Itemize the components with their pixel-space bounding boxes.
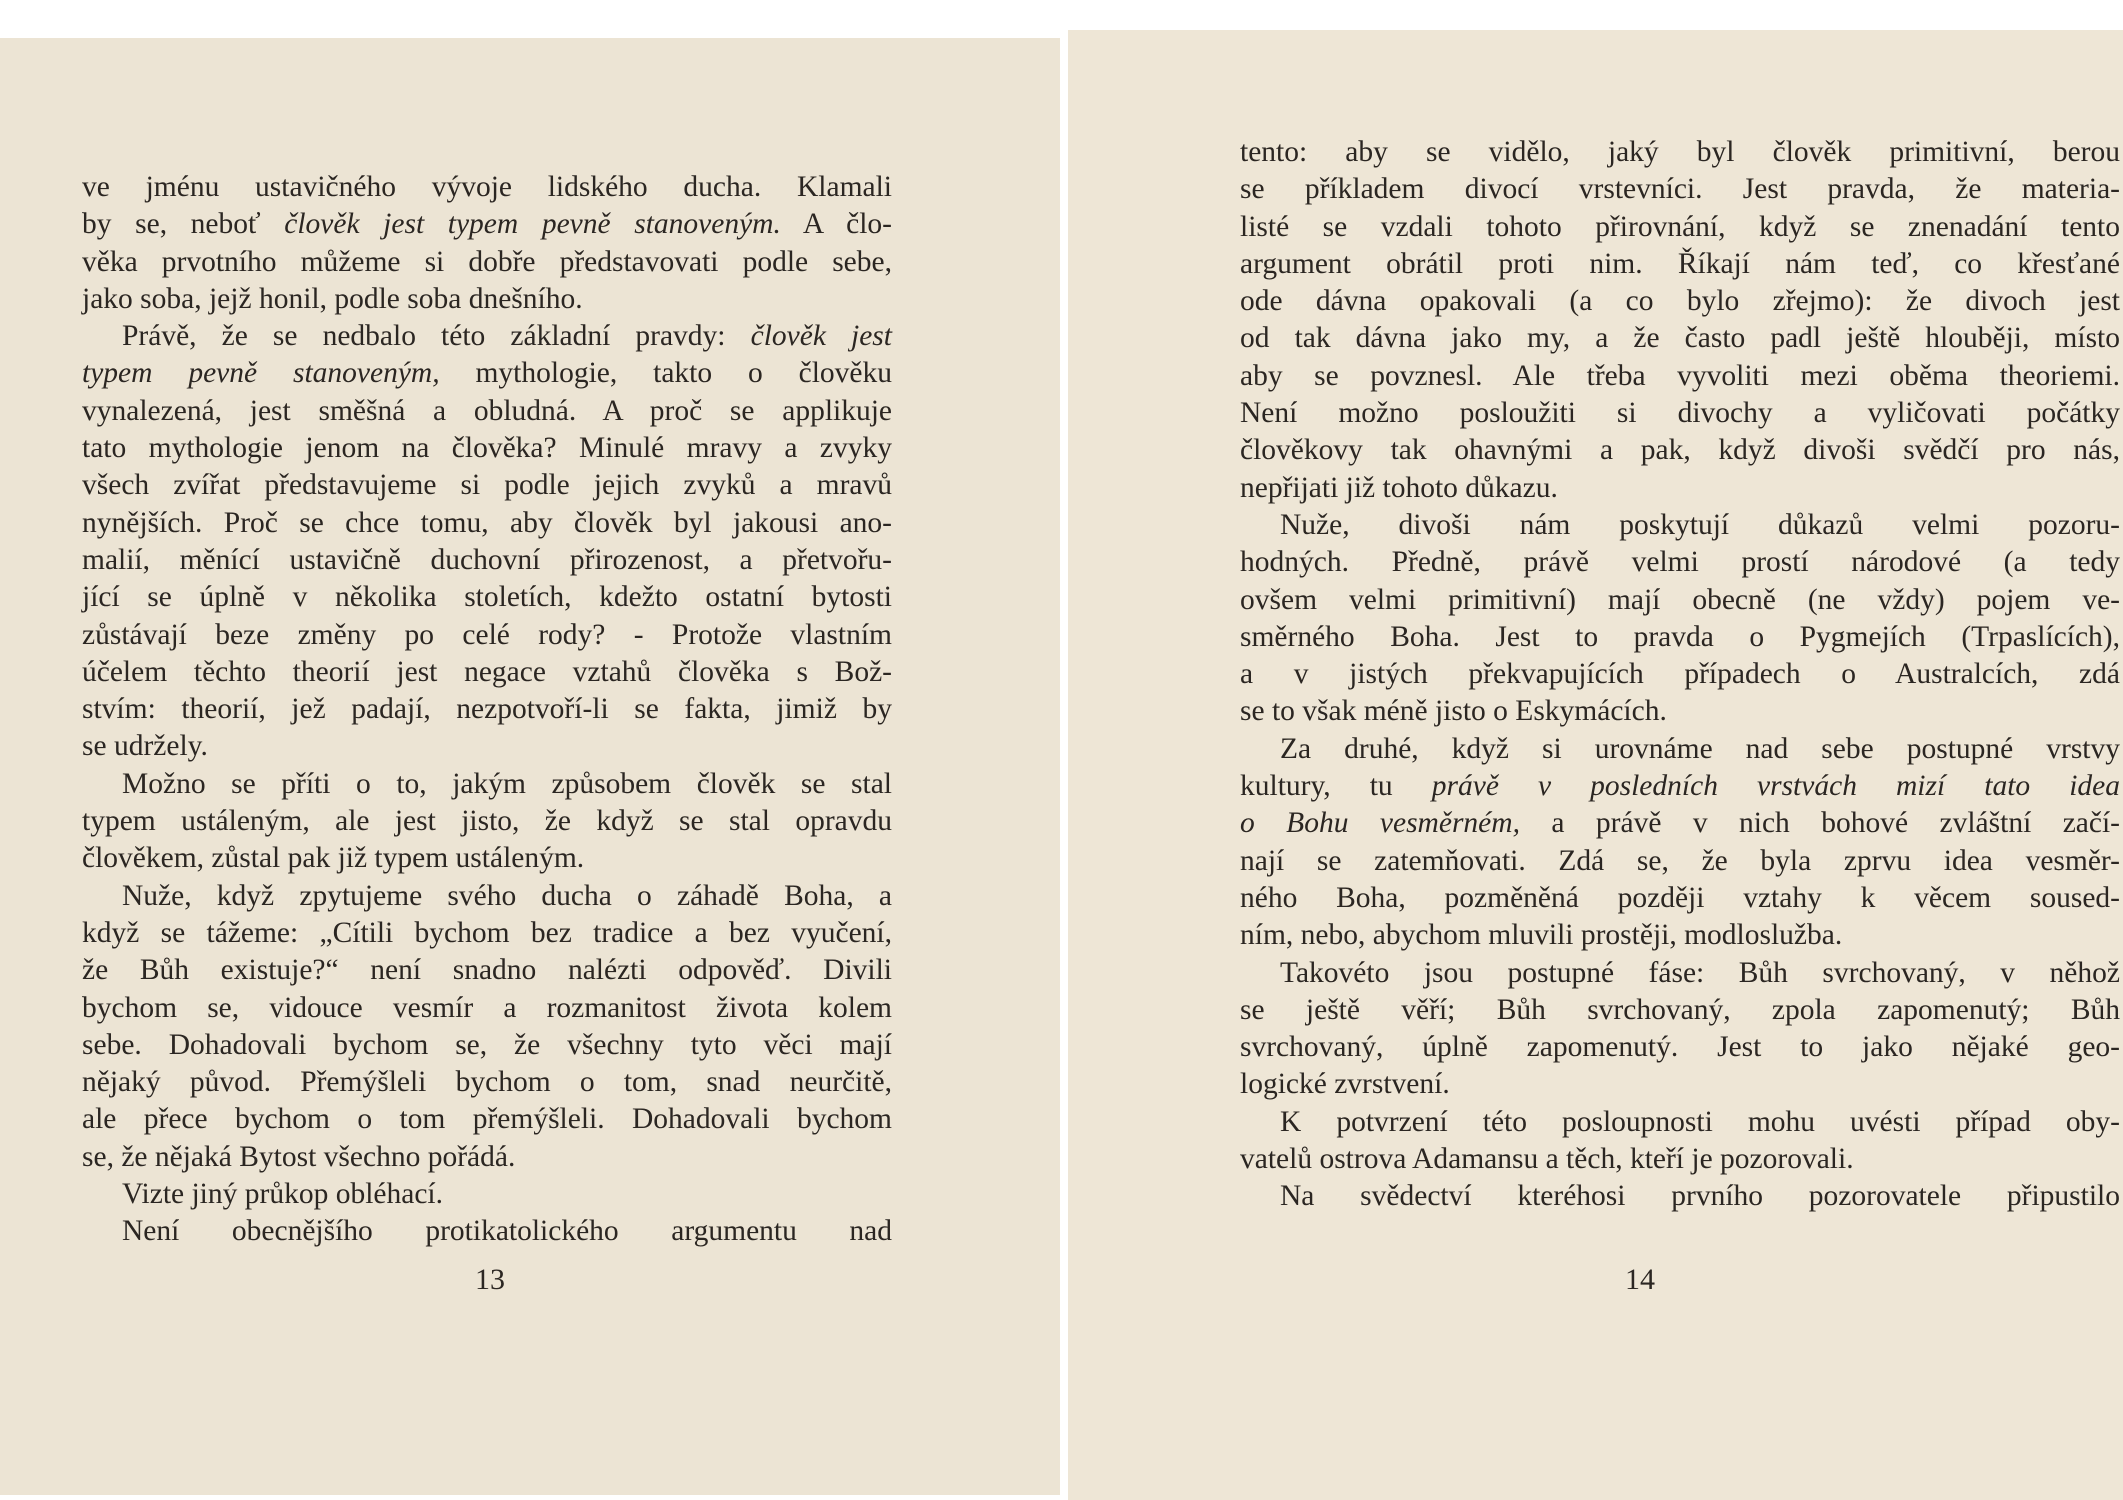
text-line: Takovéto jsou postupné fáse: Bůh svrchovaný, v něhož (1280, 956, 2120, 989)
text-line: by se, neboť člověk jest typem pevně stanoveným. A člo- (82, 208, 893, 241)
text-line: směrného Boha. Jest to pravda o Pygmejích (Trpaslících), (1240, 620, 2120, 653)
italic-phrase: o Bohu vesměrném, (1240, 807, 1520, 840)
text-line: se to však méně jisto o Eskymácích. (1240, 695, 1667, 728)
text-line: se, že nějaká Bytost všechno pořádá. (82, 1140, 516, 1173)
text-line: Na svědectví kteréhosi prvního pozorovatele připustilo (1280, 1180, 2120, 1213)
italic-phrase: typem pevně stanoveným, (82, 357, 440, 390)
text-line: zůstávají beze změny po celé rody? - Protože vlastním (82, 618, 892, 651)
text-line: se udržely. (82, 730, 208, 763)
left-page (0, 38, 1060, 1495)
page-gutter (1060, 0, 1068, 1500)
italic-phrase: člověk jest typem pevně stanoveným. (284, 208, 781, 241)
page-number: 14 (1625, 1263, 1655, 1296)
text-line: a v jistých překvapujících případech o Australcích, zdá (1240, 658, 2120, 691)
text-line: o Bohu vesměrném, a právě v nich bohové zvláštní začí- (1240, 807, 2120, 840)
text-line: ve jménu ustavičného vývoje lidského ducha. Klamali (82, 171, 892, 203)
text-line: kultury, tu právě v posledních vrstvách mizí tato idea (1240, 770, 2120, 803)
left-page-text (82, 169, 892, 1251)
text-line: ode dávna opakovali (a co bylo zřejmo): že divoch jest (1240, 285, 2120, 318)
text-line: nějaký původ. Přemýšleli bychom o tom, snad neurčitě, (82, 1066, 892, 1099)
text-line: vynalezená, jest směšná a obludná. A proč se applikuje (82, 394, 892, 427)
text-line: svrchovaný, úplně zapomenutý. Jest to jako nějaké geo- (1240, 1031, 2120, 1064)
text-line: když se tážeme: „Cítili bychom bez tradice a bez vyučení, (82, 916, 892, 949)
text-line: typem pevně stanoveným, mythologie, takto o člověku (82, 357, 892, 390)
text-line: nepřijati již tohoto důkazu. (1240, 471, 1558, 504)
text-line: ním, nebo, abychom mluvili prostěji, modloslužba. (1240, 919, 1843, 952)
text-line: že Bůh existuje?“ není snadno nalézti odpověď. Divili (82, 954, 892, 987)
text-line: ného Boha, pozměněná později vztahy k věcem soused- (1240, 881, 2120, 914)
text-line: Nuže, divoši nám poskytují důkazů velmi pozoru- (1280, 508, 2120, 541)
text-line: Nuže, když zpytujeme svého ducha o záhadě Boha, a (122, 879, 892, 912)
text-line: Možno se příti o to, jakým způsobem člověk se stal (122, 767, 892, 800)
text-line: ale přece bychom o tom přemýšleli. Dohadovali bychom (82, 1103, 892, 1136)
text-line: vatelů ostrova Adamansu a těch, kteří je pozorovali. (1240, 1143, 1854, 1176)
italic-phrase: právě v posledních vrstvách mizí tato idea (1431, 770, 2120, 803)
page-number: 13 (475, 1263, 505, 1296)
text-line: se ještě věří; Bůh svrchovaný, zpola zapomenutý; Bůh (1240, 993, 2120, 1026)
text-line: aby se povznesl. Ale třeba vyvoliti mezi oběma theoriemi. (1240, 359, 2120, 392)
text-line: logické zvrstvení. (1240, 1068, 1450, 1101)
text-line: Právě, že se nedbalo této základní pravdy: člověk jest (122, 320, 892, 353)
text-line: K potvrzení této posloupnosti mohu uvésti případ oby- (1280, 1105, 2120, 1138)
text-line: malií, měnící ustavičně duchovní přirozenost, a přetvořu- (82, 543, 892, 576)
text-line: typem ustáleným, ale jest jisto, že když se stal opravdu (82, 805, 892, 838)
text-line: od tak dávna jako my, a že často padl ještě hlouběji, místo (1240, 322, 2120, 355)
text-line: bychom se, vidouce vesmír a rozmanitost života kolem (82, 991, 892, 1024)
text-line: sebe. Dohadovali bychom se, že všechny tyto věci mají (82, 1028, 892, 1061)
text-line: věka prvotního můžeme si dobře představovati podle sebe, (82, 245, 892, 278)
text-line: Není možno posloužiti si divochy a vyličovati počátky (1240, 397, 2120, 430)
text-line: se příkladem divocí vrstevníci. Jest pravda, že materia- (1240, 173, 2120, 206)
text-line: účelem těchto theorií jest negace vztahů člověka s Bož- (82, 655, 892, 688)
text-line: argument obrátil proti nim. Říkají nám teď, co křesťané (1240, 247, 2120, 280)
text-line: člověkem, zůstal pak již typem ustáleným. (82, 842, 585, 875)
italic-phrase: člověk jest (750, 320, 892, 353)
text-line: jící se úplně v několika stoletích, kdežto ostatní bytosti (82, 581, 892, 614)
text-line: tento: aby se vidělo, jaký byl člověk primitivní, berou (1240, 136, 2120, 168)
right-page-text (1240, 134, 2120, 1216)
text-line: hodných. Předně, právě velmi prostí národové (a tedy (1240, 546, 2120, 579)
text-line: jako soba, jejž honil, podle soba dnešního. (82, 282, 583, 315)
text-line: listé se vzdali tohoto přirovnání, když se znenadání tento (1240, 210, 2120, 243)
text-line: stvím: theorií, jež padají, nezpotvoří-li se fakta, jimiž by (82, 693, 892, 726)
text-line: Není obecnějšího protikatolického argumentu nad (122, 1215, 892, 1248)
text-line: Vizte jiný průkop obléhací. (122, 1178, 443, 1211)
text-line: člověkovy tak ohavnými a pak, když divoši svědčí pro nás, (1240, 434, 2120, 467)
text-line: nynějších. Proč se chce tomu, aby člověk byl jakousi ano- (82, 506, 892, 539)
text-line: tato mythologie jenom na člověka? Minulé mravy a zvyky (82, 432, 892, 465)
text-line: Za druhé, když si urovnáme nad sebe postupné vrstvy (1280, 732, 2120, 765)
right-page (1068, 30, 2123, 1500)
text-line: nají se zatemňovati. Zdá se, že byla zprvu idea vesměr- (1240, 844, 2120, 877)
text-line: všech zvířat představujeme si podle jejich zvyků a mravů (82, 469, 892, 502)
text-line: ovšem velmi primitivní) mají obecně (ne vždy) pojem ve- (1240, 583, 2120, 616)
